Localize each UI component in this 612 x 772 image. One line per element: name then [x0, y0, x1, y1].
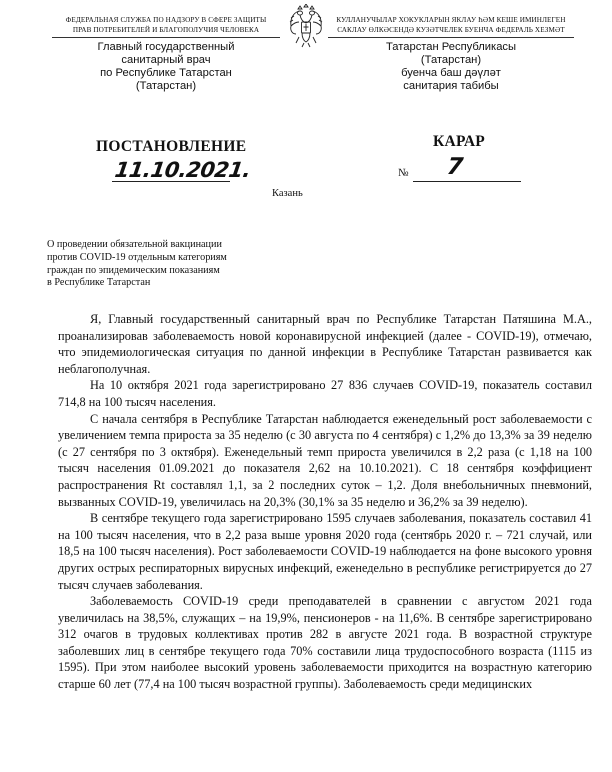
coat-of-arms-icon — [287, 4, 325, 48]
body-paragraph: Я, Главный государственный санитарный врач по Республике Татарстан Патяшина М.А., проанализировав заболеваемость новой коронавирусной инфекцией (далее - COVID-19), отмечаю, что эпидемиологическая ситуация по данной инфекции в Республике Татарстан развивается как неблагополучная. — [58, 312, 592, 376]
header-divider-right — [328, 37, 574, 38]
subject-line-2: против COVID-19 отдельным категориям — [47, 251, 227, 263]
document-city: Казань — [272, 188, 303, 199]
header-divider-left — [52, 37, 280, 38]
document-date: 11.10.2021. — [113, 158, 253, 182]
subject-line-3: граждан по эпидемическим показаниям — [47, 264, 220, 276]
document-number: 7 — [445, 154, 465, 180]
agency-header-ru — [50, 15, 282, 93]
official-title-line-4-tt: санитария табибы — [403, 80, 499, 92]
document-body — [58, 311, 592, 693]
subject-line-1: О проведении обязательной вакцинации — [47, 239, 222, 250]
official-title-line-4: (Татарстан) — [135, 80, 197, 92]
federal-service-line-1: ФЕДЕРАЛЬНАЯ СЛУЖБА ПО НАДЗОРУ В СФЕРЕ ЗАЩИТЫ — [65, 16, 267, 24]
document-type-ru: ПОСТАНОВЛЕНИЕ — [96, 138, 247, 155]
federal-service-line-2-tt: САКЛАУ ӨЛКӘСЕНДӘ КУЗӘТЧЕЛЕК БУЕНЧА ФЕДЕРАЛЬ ХЕЗМӘТ — [337, 26, 565, 34]
date-underline — [112, 181, 230, 182]
official-title-line-3: по Республике Татарстан — [100, 67, 232, 79]
official-title-line-1: Главный государственный — [97, 41, 235, 53]
body-paragraph: С начала сентября в Республике Татарстан наблюдается еженедельный рост заболеваемости с увеличением темпа прироста за 35 неделю (с 30 августа по 4 сентября) с 1,2% до 13,3% за 39 неделю (с 27 сентября по 3 октября). Еженедельный темп прироста увеличился в 2,2 раза (с 1,18 на 100 тысяч населения 01.09.2021 до показателя 2,62 на 10.10.2021). С 18 сентября коэффициент распространения Rt составлял 1,1, за 2 последних суток – 1,2. Доля внебольничных пневмоний, вызванных COVID-19, увеличилась на 20,3% (30,1% за 35 неделю и 36,2% за 39 неделю). — [58, 411, 592, 509]
official-title-line-2: санитарный врач — [121, 54, 211, 66]
federal-service-line-1-tt: КУЛЛАНУЧЫЛАР ХОКУКЛАРЫН ЯКЛАУ ҺӘМ КЕШЕ ИМИНЛЕГЕН — [336, 16, 566, 24]
number-underline — [413, 181, 521, 182]
official-title-line-2-tt: (Татарстан) — [420, 54, 482, 66]
agency-header-tt — [325, 15, 577, 93]
document-type-tt: КАРАР — [433, 133, 486, 150]
document-subject — [47, 239, 317, 290]
body-paragraph: В сентябре текущего года зарегистрировано 1595 случаев заболевания, показатель составил 41 на 100 тысяч населения, что в 2,2 раза выше уровня 2020 года (сентябрь 2020 г. – 721 случай, или 18,5 на 100 тысяч населения). Рост заболеваемости COVID-19 наблюдается на фоне высокого уровня других острых респираторных вирусных инфекций, еженедельно в республике регистрируется до 27 тысяч случаев заболевания. — [58, 511, 592, 592]
subject-line-4: в Республике Татарстан — [47, 277, 151, 289]
body-paragraph: На 10 октября 2021 года зарегистрировано 27 836 случаев COVID-19, показатель составил 714,8 на 100 тысяч населения. — [58, 378, 592, 409]
official-title-line-1-tt: Татарстан Республикасы — [385, 41, 517, 53]
number-label: № — [398, 167, 409, 179]
federal-service-line-2: ПРАВ ПОТРЕБИТЕЛЕЙ И БЛАГОПОЛУЧИЯ ЧЕЛОВЕКА — [72, 26, 260, 34]
official-title-line-3-tt: буенча баш дәүләт — [401, 67, 501, 79]
body-paragraph: Заболеваемость COVID-19 среди преподавателей в сравнении с августом 2021 года увеличилась на 38,5%, служащих – на 19,9%, пенсионеров - на 11,6%. В сентябре зарегистрировано 312 очагов в трудовых коллективах против 282 в августе 2021 года. В возрастной структуре заболевших лиц в сентябре текущего года 70% составили лица трудоспособного возраста (1115 из 1595). При этом наиболее высокий уровень заболеваемости приходится на возрастную категорию старше 60 лет (77,4 на 100 тысяч возрастной группы). Заболеваемость среди медицинских — [58, 594, 592, 692]
